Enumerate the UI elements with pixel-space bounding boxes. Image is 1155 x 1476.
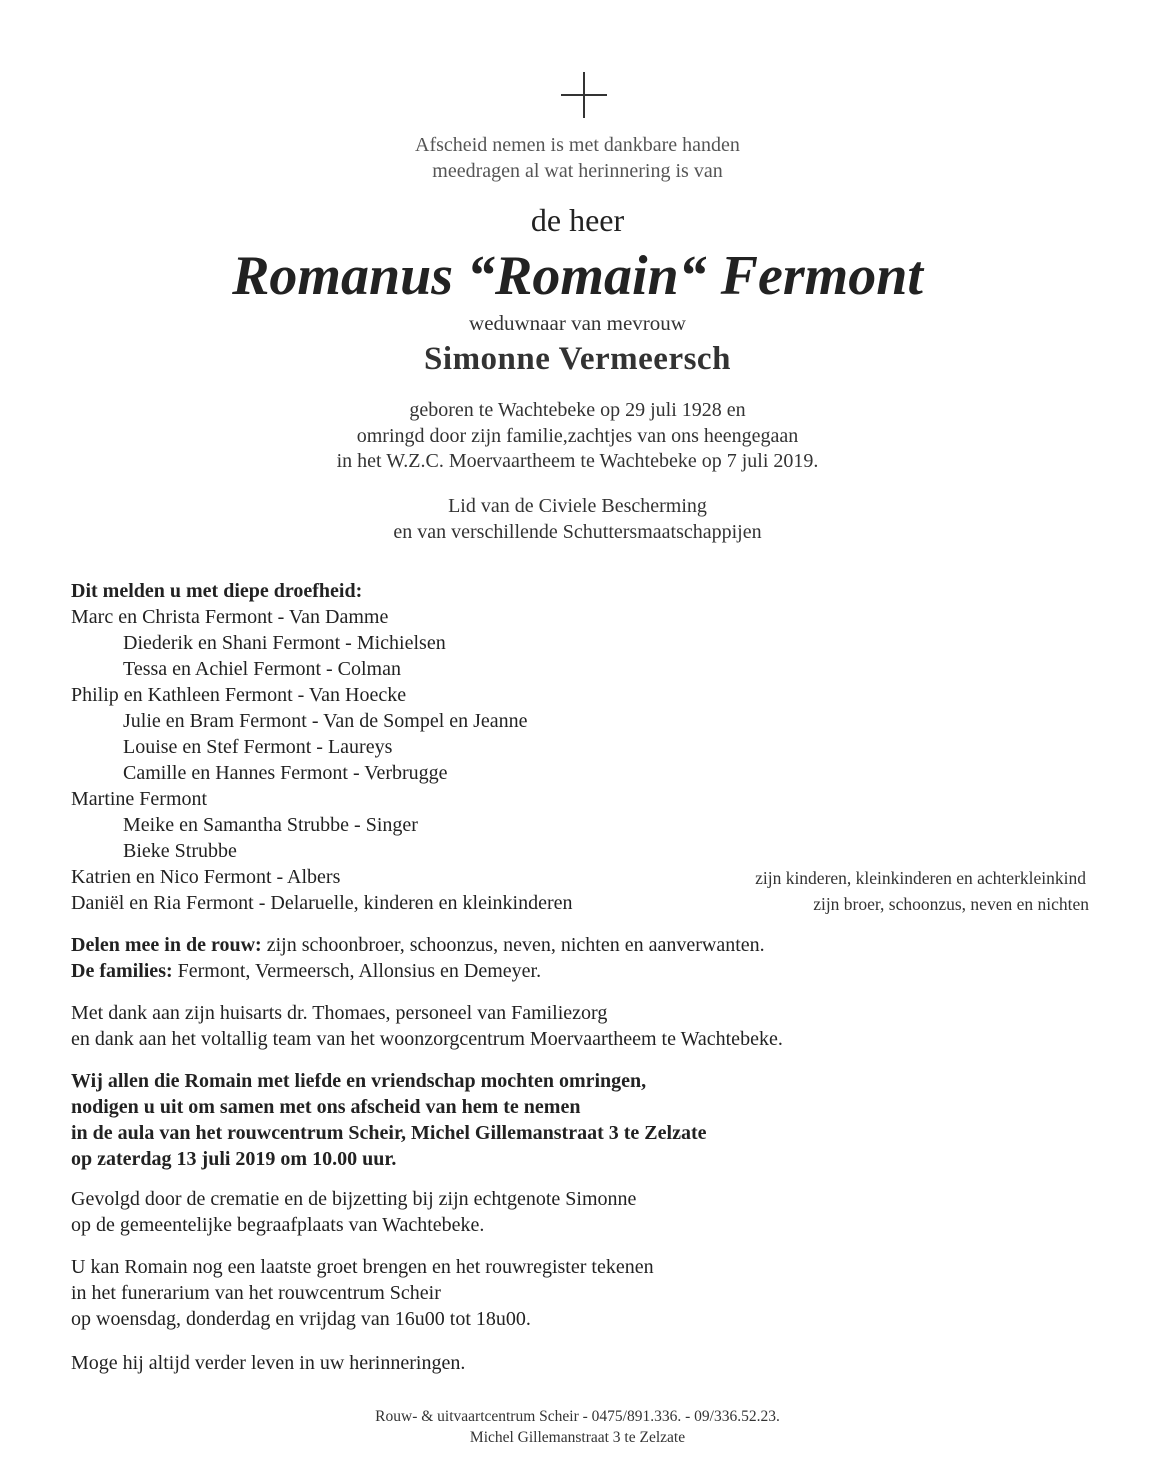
family-line: Tessa en Achiel Fermont - Colman (123, 658, 401, 680)
mourning-line: Delen mee in de rouw: zijn schoonbroer, schoonzus, neven, nichten en aanverwanten. (71, 934, 765, 956)
widow-label: weduwnaar van mevrouw (469, 311, 686, 335)
thanks-line: Met dank aan zijn huisarts dr. Thomaes, personeel van Familiezorg (71, 1002, 608, 1024)
family-line: Daniël en Ria Fermont - Delaruelle, kinderen en kleinkinderen zijn broer, schoonzus, neven en nichten (71, 890, 1086, 916)
honorific-title: de heer (530, 202, 625, 238)
relation-note: zijn broer, schoonzus, neven en nichten (813, 894, 1089, 914)
family-line: Louise en Stef Fermont - Laureys (123, 736, 393, 758)
cremation-line: Gevolgd door de crematie en de bijzetting bij zijn echtgenote Simonne (71, 1188, 637, 1210)
family-line: Philip en Kathleen Fermont - Van Hoecke (71, 684, 407, 706)
family-line: Diederik en Shani Fermont - Michielsen (123, 632, 446, 654)
family-line: Bieke Strubbe (123, 840, 237, 862)
family-list (71, 578, 1089, 916)
family-line: Meike en Samantha Strubbe - Singer (123, 814, 418, 836)
invitation-section (71, 1068, 706, 1172)
family-line: Martine Fermont (71, 788, 208, 810)
bio-line: omringd door zijn familie,zachtjes van ons heengegaan (356, 424, 799, 447)
thanks-section (71, 1000, 783, 1052)
footer-line: Michel Gillemanstraat 3 te Zelzate (469, 1429, 686, 1446)
invitation-line: op zaterdag 13 juli 2019 om 10.00 uur. (71, 1148, 397, 1170)
thanks-line: en dank aan het voltallig team van het woonzorgcentrum Moervaartheem te Wachtebeke. (71, 1028, 783, 1050)
motto (0, 132, 1155, 184)
biography (0, 398, 1155, 475)
membership (0, 494, 1155, 545)
cremation-section (71, 1186, 636, 1238)
family-line: Camille en Hannes Fermont - Verbrugge (123, 762, 448, 784)
families-line: De families: Fermont, Vermeersch, Allonsius en Demeyer. (71, 960, 542, 982)
motto-line: Afscheid nemen is met dankbare handen (415, 134, 740, 156)
bio-line: geboren te Wachtebeke op 29 juli 1928 en (409, 399, 746, 421)
invitation-line: nodigen u uit om samen met ons afscheid van hem te nemen (71, 1096, 581, 1118)
cremation-line: op de gemeentelijke begraafplaats van Wachtebeke. (71, 1214, 485, 1236)
mourning-section (71, 932, 765, 984)
visitation-line: op woensdag, donderdag en vrijdag van 16u00 tot 18u00. (71, 1308, 531, 1330)
spouse-name: Simonne Vermeersch (424, 341, 731, 377)
visitation-line: U kan Romain nog een laatste groet brengen en het rouwregister tekenen (71, 1256, 654, 1278)
visitation-line: in het funerarium van het rouwcentrum Scheir (71, 1282, 441, 1304)
footer-line: Rouw- & uitvaartcentrum Scheir - 0475/891.336. - 09/336.52.23. (375, 1408, 780, 1425)
membership-line: Lid van de Civiele Bescherming (448, 495, 707, 517)
visitation-section (71, 1254, 654, 1332)
invitation-line: in de aula van het rouwcentrum Scheir, Michel Gillemanstraat 3 te Zelzate (71, 1122, 707, 1144)
cross-icon (561, 72, 607, 118)
family-line: Marc en Christa Fermont - Van Damme (71, 606, 389, 628)
membership-line: en van verschillende Schuttersmaatschappijen (393, 520, 762, 543)
bio-line: in het W.Z.C. Moervaartheem te Wachtebeke op 7 juli 2019. (336, 450, 819, 472)
deceased-name: Romanus “Romain“ Fermont (232, 245, 923, 307)
family-line: Julie en Bram Fermont - Van de Sompel en Jeanne (123, 710, 528, 732)
footer (0, 1406, 1155, 1448)
relation-note: zijn kinderen, kleinkinderen en achterkleinkind (755, 868, 1086, 888)
family-line: Katrien en Nico Fermont - Albers zijn kinderen, kleinkinderen en achterkleinkind (71, 864, 1086, 890)
invitation-line: Wij allen die Romain met liefde en vriendschap mochten omringen, (71, 1070, 647, 1092)
motto-line: meedragen al wat herinnering is van (432, 160, 723, 182)
family-heading: Dit melden u met diepe droefheid: (71, 580, 363, 602)
closing-line: Moge hij altijd verder leven in uw herinneringen. (71, 1352, 466, 1374)
